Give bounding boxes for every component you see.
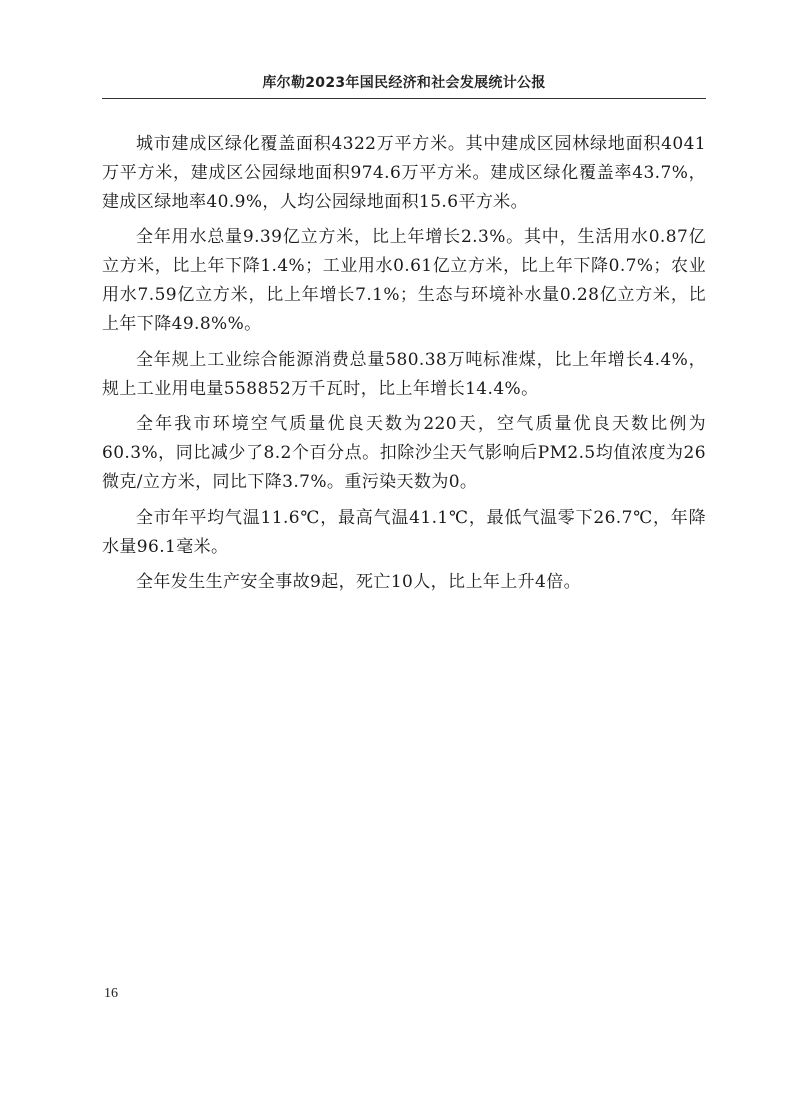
paragraph-safety-accidents: 全年发生生产安全事故9起，死亡10人，比上年上升4倍。: [136, 571, 582, 592]
page-header-title: 库尔勒2023年国民经济和社会发展统计公报: [262, 75, 546, 91]
paragraph-energy-consumption: 全年规上工业综合能源消费总量580.38万吨标准煤，比上年增长4.4%，规上工业用电量558852万千瓦时，比上年增长14.4%。: [102, 349, 706, 399]
page-header: [102, 72, 706, 99]
paragraph-water-usage: 全年用水总量9.39亿立方米，比上年增长2.3%。其中，生活用水0.87亿立方米，比上年下降1.4%；工业用水0.61亿立方米，比上年下降0.7%；农业用水7.59亿立方米，比上年增长7.1%；生态与环境补水量0.28亿立方米，比上年下降49.8%%。: [102, 227, 706, 335]
paragraph-green-coverage: 城市建成区绿化覆盖面积4322万平方米。其中建成区园林绿地面积4041万平方米，建成区公园绿地面积974.6万平方米。建成区绿化覆盖率43.7%，建成区绿地率40.9%，人均公园绿地面积15.6平方米。: [102, 134, 706, 212]
paragraph-climate: 全市年平均气温11.6℃，最高气温41.1℃，最低气温零下26.7℃，年降水量96.1毫米。: [102, 507, 706, 557]
page-number: 16: [104, 986, 118, 1001]
paragraph-air-quality: 全年我市环境空气质量优良天数为220天，空气质量优良天数比例为60.3%，同比减少了8.2个百分点。扣除沙尘天气影响后PM2.5均值浓度为26微克/立方米，同比下降3.7%。重污染天数为0。: [102, 414, 706, 493]
page-body: [102, 130, 706, 603]
